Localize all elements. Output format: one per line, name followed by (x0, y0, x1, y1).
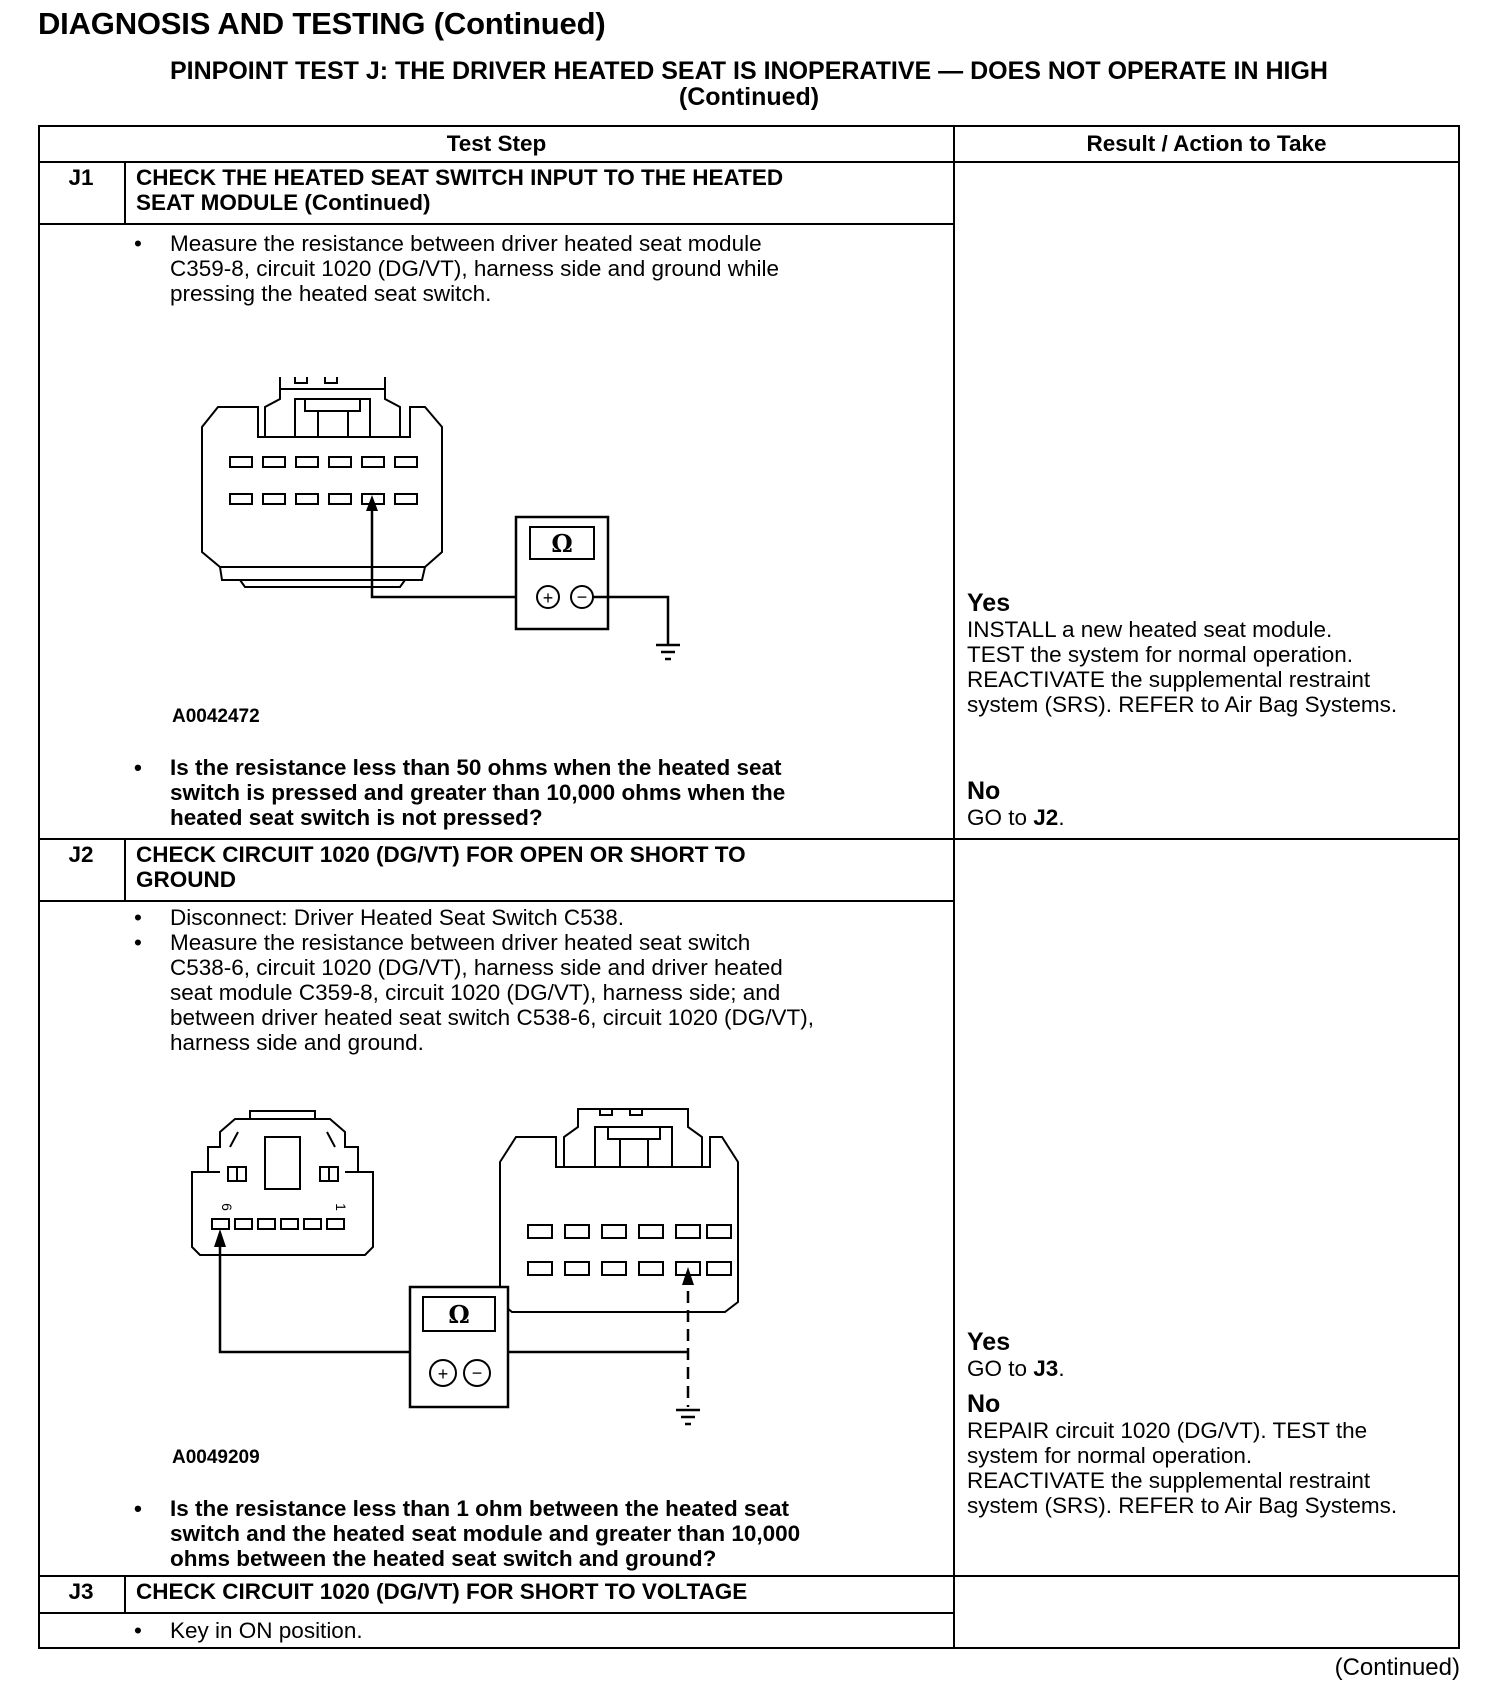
step-title-j1 (136, 165, 936, 215)
j2-result-yes (967, 1329, 1447, 1381)
step-id-j1: J1 (68, 165, 94, 190)
divider-id-j1 (124, 163, 126, 223)
bullet-text: Disconnect: Driver Heated Seat Switch C538. (170, 905, 624, 930)
header-result-action: Result / Action to Take (1086, 131, 1327, 156)
divider-id-j2 (124, 840, 126, 900)
j1-figure-id: A0042472 (172, 706, 260, 727)
yes-label: Yes (967, 589, 1011, 617)
c359-pins-bottom-row (528, 1262, 731, 1275)
bullet-text-line: Measure the resistance between driver heated seat switch (170, 930, 751, 955)
no-label: No (967, 1390, 1001, 1418)
c359-pins-bottom-row (230, 494, 417, 504)
meter-minus-label: − (471, 1363, 483, 1383)
yes-action-line: TEST the system for normal operation. (967, 642, 1353, 667)
j1-result-no (967, 778, 1447, 830)
step-title-j2 (136, 842, 936, 892)
pinpoint-test-title (38, 58, 1460, 110)
yes-label: Yes (967, 1328, 1011, 1356)
step-title-j1-line2: SEAT MODULE (Continued) (136, 190, 431, 215)
bullet-dot: • (134, 1496, 142, 1521)
module-connector-c359 (500, 1109, 738, 1312)
no-label: No (967, 777, 1001, 805)
bullet-text (170, 930, 814, 1055)
c538-pin6-label: 6 (219, 1203, 235, 1211)
bullet-text-line: pressing the heated seat switch. (170, 281, 492, 306)
bullet-text-line: C538-6, circuit 1020 (DG/VT), harness side and driver heated (170, 955, 783, 980)
step-title-j2-line2: GROUND (136, 867, 236, 892)
header-bottom-line (40, 161, 1458, 163)
c538-pins (212, 1219, 344, 1229)
bullet-dot: • (134, 1618, 142, 1643)
meter-plus-label: + (437, 1364, 449, 1384)
question-line: switch and the heated seat module and greater than 10,000 (170, 1521, 801, 1546)
bullet-dot: • (134, 905, 142, 930)
bullet-text-line: between driver heated seat switch C538-6, circuit 1020 (DG/VT), (170, 1005, 815, 1030)
divider-id-j3 (124, 1577, 126, 1612)
meter-plus-label: + (542, 588, 554, 608)
j1-result-yes (967, 590, 1447, 717)
question-line: Is the resistance less than 50 ohms when the heated seat (170, 755, 782, 780)
j2-title-bottom-line (40, 900, 953, 902)
j2-figure-id: A0049209 (172, 1447, 260, 1468)
j2-connector-meter-diagram (190, 1107, 810, 1437)
question-line: Is the resistance less than 1 ohm between the heated seat (170, 1496, 789, 1521)
page-heading: DIAGNOSIS AND TESTING (Continued) (38, 6, 606, 41)
question-line: switch is pressed and greater than 10,000 ohms when the (170, 780, 786, 805)
meter-minus-label: − (576, 587, 588, 607)
step-title-j3: CHECK CIRCUIT 1020 (DG/VT) FOR SHORT TO VOLTAGE (136, 1579, 748, 1604)
c538-pin1-label: 1 (333, 1203, 349, 1211)
bullet-text-line: seat module C359-8, circuit 1020 (DG/VT), harness side; and (170, 980, 781, 1005)
module-connector-c359 (202, 377, 442, 587)
footer-continued: (Continued) (1334, 1654, 1460, 1681)
j2-bottom-line (40, 1575, 1458, 1577)
ground-symbol (676, 1410, 700, 1424)
question-text (170, 755, 785, 830)
j2-result-no (967, 1391, 1447, 1518)
probe-lead-c538 (220, 1234, 438, 1352)
probe-tip-arrow-c538 (214, 1229, 226, 1247)
ohmmeter (410, 1287, 508, 1407)
header-test-step: Test Step (446, 131, 547, 156)
yes-action-line: INSTALL a new heated seat module. (967, 617, 1333, 642)
no-action-suffix: . (1058, 805, 1065, 830)
c359-pins-top-row (230, 457, 417, 467)
ohm-symbol: Ω (551, 529, 573, 558)
goto-j3-link[interactable]: J3 (1033, 1356, 1059, 1381)
bullet-text (170, 231, 779, 306)
no-action-line: system for normal operation. (967, 1443, 1253, 1468)
c359-pins-top-row (528, 1225, 731, 1238)
no-action-prefix: GO to (967, 805, 1034, 830)
j1-connector-meter-diagram (200, 377, 760, 687)
bullet-dot: • (134, 930, 142, 955)
test-title-line1: PINPOINT TEST J: THE DRIVER HEATED SEAT IS INOPERATIVE — DOES NOT OPERATE IN HIGH (170, 57, 1328, 85)
yes-action-line: system (SRS). REFER to Air Bag Systems. (967, 692, 1398, 717)
yes-action-line: REACTIVATE the supplemental restraint (967, 667, 1371, 692)
no-action-line: REACTIVATE the supplemental restraint (967, 1468, 1371, 1493)
question-line: ohms between the heated seat switch and ground? (170, 1546, 717, 1571)
step-id-j2: J2 (68, 842, 94, 867)
bullet-dot: • (134, 231, 142, 256)
no-action (967, 805, 1447, 830)
pinpoint-test-table (38, 125, 1460, 1649)
test-title-line2: (Continued) (678, 83, 820, 111)
bullet-text: Key in ON position. (170, 1618, 363, 1643)
goto-j2-link[interactable]: J2 (1033, 805, 1059, 830)
step-title-j1-line1: CHECK THE HEATED SEAT SWITCH INPUT TO THE HEATED (136, 165, 784, 190)
j1-bottom-line (40, 838, 1458, 840)
question-text (170, 1496, 800, 1571)
bullet-dot: • (134, 755, 142, 780)
yes-action-prefix: GO to (967, 1356, 1034, 1381)
bullet-text-line: Measure the resistance between driver heated seat module (170, 231, 762, 256)
question-line: heated seat switch is not pressed? (170, 805, 543, 830)
j3-title-bottom-line (40, 1612, 953, 1614)
j1-title-bottom-line (40, 223, 953, 225)
ohm-symbol: Ω (448, 1300, 470, 1329)
no-action-line: REPAIR circuit 1020 (DG/VT). TEST the (967, 1418, 1368, 1443)
yes-action (967, 1356, 1447, 1381)
divider-step-result (953, 127, 955, 1647)
no-action-line: system (SRS). REFER to Air Bag Systems. (967, 1493, 1398, 1518)
step-id-j3: J3 (68, 1579, 94, 1604)
bullet-text-line: C359-8, circuit 1020 (DG/VT), harness side and ground while (170, 256, 780, 281)
yes-action-suffix: . (1058, 1356, 1065, 1381)
step-title-j2-line1: CHECK CIRCUIT 1020 (DG/VT) FOR OPEN OR SHORT TO (136, 842, 746, 867)
ohmmeter (516, 517, 608, 629)
ground-symbol (656, 645, 680, 659)
bullet-text-line: harness side and ground. (170, 1030, 424, 1055)
